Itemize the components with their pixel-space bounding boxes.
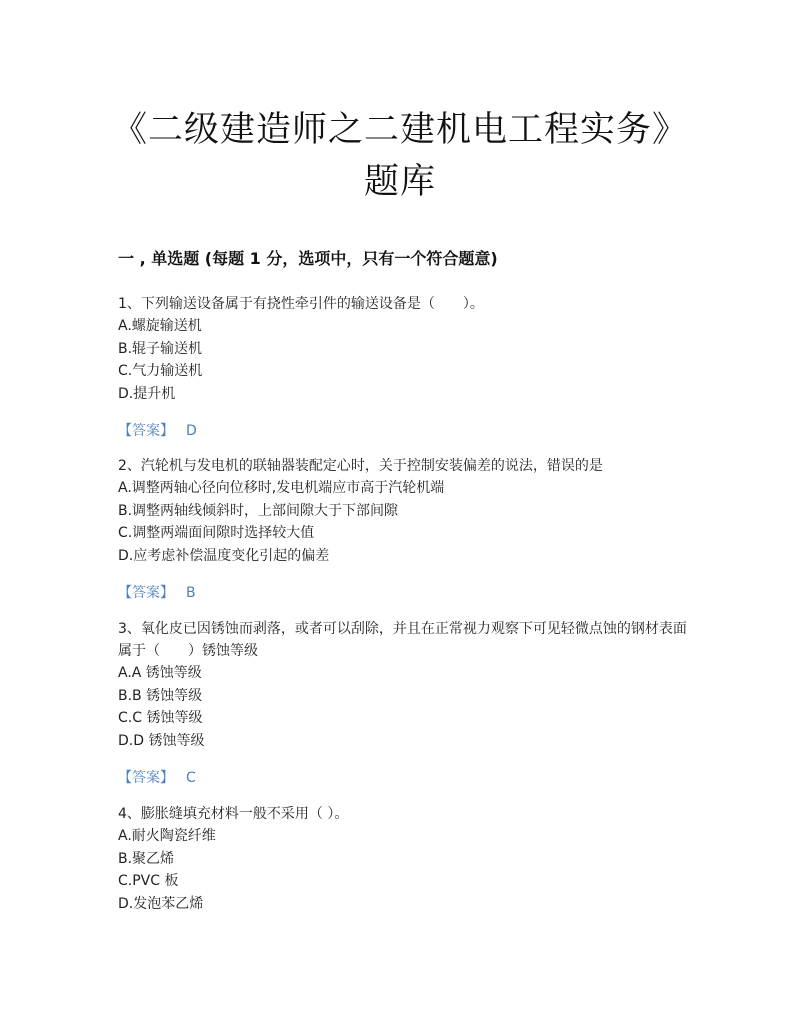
answer-label: 【答案】: [118, 770, 174, 786]
option-b: B.聚乙烯: [118, 850, 175, 867]
question-stem: 1、下列输送设备属于有挠性牵引件的输送设备是（ ）。: [118, 296, 484, 312]
answer-label: 【答案】: [118, 423, 174, 439]
answer-line: [118, 767, 688, 789]
answer-value: C: [186, 770, 196, 786]
option-c: C.PVC 板: [118, 873, 179, 889]
option-d: D.提升机: [118, 385, 176, 402]
answer-label: 【答案】: [118, 585, 174, 601]
option-c: C.气力输送机: [118, 363, 203, 379]
question-4: [118, 803, 688, 915]
question-stem: 2、汽轮机与发电机的联轴器装配定心时，关于控制安装偏差的说法，错误的是: [118, 458, 603, 474]
question-stem: 4、膨胀缝填充材料一般不采用（ ）。: [118, 806, 349, 822]
answer-value: B: [186, 585, 196, 601]
question-2: [118, 455, 688, 604]
option-b: B.辊子输送机: [118, 340, 203, 357]
option-b: B.调整两轴线倾斜时，上部间隙大于下部间隙: [118, 502, 399, 519]
question-stem: 3、氧化皮已因锈蚀而剥落，或者可以刮除，并且在正常视力观察下可见轻微点蚀的钢材表面属于（ ）锈蚀等级: [118, 621, 687, 659]
section-heading: 一 , 单选题 (每题 1 分，选项中，只有一个符合题意): [118, 249, 498, 268]
answer-line: [118, 582, 688, 604]
answer-value: D: [186, 423, 197, 439]
title-line-1: 《二级建造师之二建机电工程实务》: [111, 110, 688, 150]
question-1: [118, 293, 688, 442]
option-d: D.应考虑补偿温度变化引起的偏差: [118, 547, 330, 564]
answer-line: [118, 420, 688, 442]
option-b: B.B 锈蚀等级: [118, 687, 203, 704]
option-c: C.调整两端面间隙时选择较大值: [118, 525, 315, 541]
option-a: A.调整两轴心径向位移时,发电机端应市高于汽轮机端: [118, 480, 445, 496]
option-a: A.A 锈蚀等级: [118, 665, 202, 681]
option-a: A.耐火陶瓷纤维: [118, 828, 216, 844]
title-line-2: 题库: [363, 162, 436, 202]
option-d: D.D 锈蚀等级: [118, 732, 205, 749]
question-3: [118, 618, 688, 789]
option-c: C.C 锈蚀等级: [118, 710, 203, 726]
option-d: D.发泡苯乙烯: [118, 895, 204, 912]
option-a: A.螺旋输送机: [118, 318, 202, 334]
page-title: [0, 104, 800, 208]
